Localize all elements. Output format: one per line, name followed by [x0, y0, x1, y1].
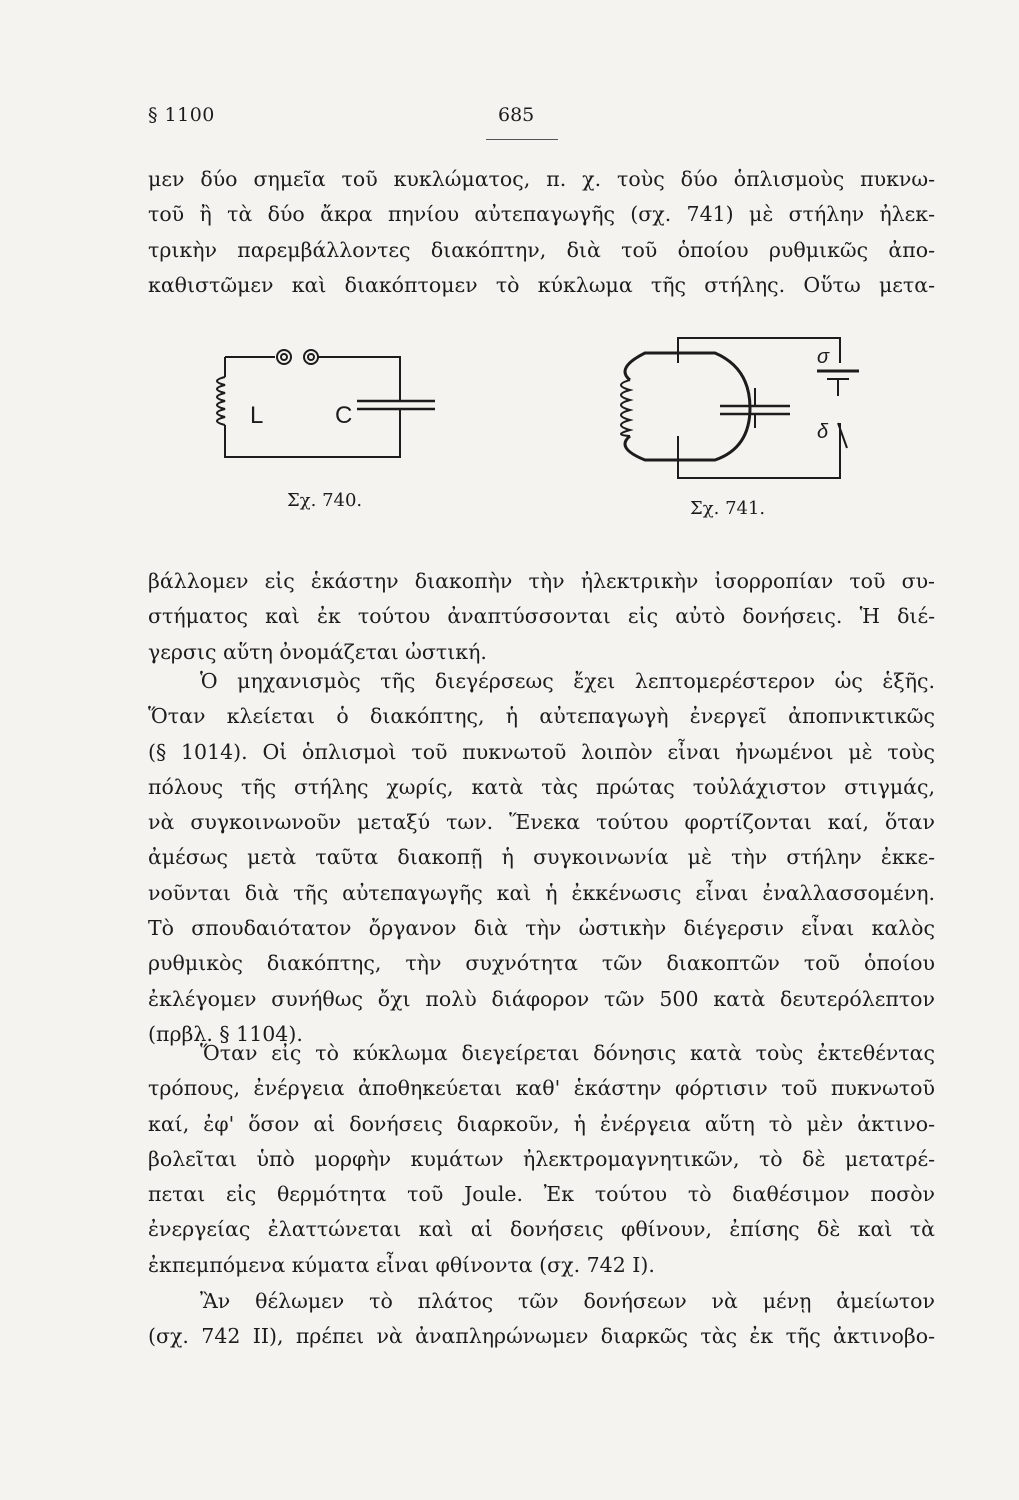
text-line: καθιστῶμεν καὶ διακόπτομεν τὸ κύκλωμα τῆς στήλης. Οὕτω μετα- — [148, 272, 935, 297]
text-line: Ὅταν κλείεται ὁ διακόπτης, ἡ αὐτεπαγωγὴ ἐνεργεῖ ἀποπνικτικῶς — [148, 704, 935, 729]
text-line: νὰ συγκοινωνοῦν μεταξύ των. Ἕνεκα τούτου φορτίζονται καί, ὅταν — [148, 810, 935, 835]
text-line: ἐκλέγομεν συνήθως ὄχι πολὺ διάφορον τῶν 500 κατὰ δευτερόλεπτον — [148, 986, 935, 1011]
spark-gap-ball-right — [304, 350, 318, 364]
text-line: (πρβλ. § 1104). — [148, 1021, 303, 1046]
text-line: τοῦ ἢ τὰ δύο ἄκρα πηνίου αὐτεπαγωγῆς (σχ. 741) μὲ στήλην ἠλεκ- — [148, 202, 935, 227]
paragraph — [148, 1284, 935, 1355]
text-line: τρόπους, ἐνέργεια ἀποθηκεύεται καθ' ἑκάστην φόρτισιν τοῦ πυκνωτοῦ — [148, 1076, 935, 1101]
capacitor-label: C — [335, 402, 353, 429]
switch-label: δ — [817, 421, 829, 443]
figure-740-oscillating-circuit — [195, 335, 455, 465]
page-number-rule — [486, 139, 558, 140]
coil-inductor — [217, 377, 225, 425]
text-line: (§ 1014). Οἱ ὁπλισμοὶ τοῦ πυκνωτοῦ λοιπὸν εἶναι ἠνωμένοι μὲ τοὺς — [148, 739, 935, 764]
coil-label: L — [250, 402, 264, 429]
text-line: στήματος καὶ ἐκ τούτου ἀναπτύσσονται εἰς αὐτὸ δονήσεις. Ἡ διέ- — [148, 604, 935, 629]
text-line: βολεῖται ὑπὸ μορφὴν κυμάτων ἠλεκτρομαγνητικῶν, τὸ δὲ μετατρέ- — [148, 1146, 935, 1171]
text-line: Ὁ μηχανισμὸς τῆς διεγέρσεως ἔχει λεπτομερέστερον ὡς ἑξῆς. — [200, 669, 935, 693]
text-line: Ὅταν εἰς τὸ κύκλωμα διεγείρεται δόνησις κατὰ τοὺς ἐκτεθέντας — [200, 1041, 935, 1065]
text-line: ἀμέσως μετὰ ταῦτα διακοπῇ ἡ συγκοινωνία μὲ τὴν στήλην ἐκκε- — [148, 845, 935, 870]
text-line: πεται εἰς θερμότητα τοῦ Joule. Ἐκ τούτου τὸ διαθέσιμον ποσὸν — [148, 1182, 935, 1207]
coil-inductor — [621, 380, 630, 436]
text-line: νοῦνται διὰ τῆς αὐτεπαγωγῆς καὶ ἡ ἐκκένωσις εἶναι ἐναλλασσομένη. — [148, 880, 935, 905]
text-line: μεν δύο σημεῖα τοῦ κυκλώματος, π. χ. τοὺς δύο ὁπλισμοὺς πυκνω- — [148, 167, 935, 191]
text-line: ἐκπεμπόμενα κύματα εἶναι φθίνοντα (σχ. 742 Ι). — [148, 1252, 655, 1277]
text-line: βάλλομεν εἰς ἑκάστην διακοπὴν τὴν ἠλεκτρικὴν ἰσορροπίαν τοῦ συ- — [148, 569, 935, 593]
paragraph — [148, 564, 935, 670]
text-line: Ἂν θέλωμεν τὸ πλάτος τῶν δονήσεων νὰ μένῃ ἀμείωτον — [200, 1289, 935, 1313]
battery-label: σ — [817, 346, 830, 368]
text-line: Τὸ σπουδαιότατον ὄργανον διὰ τὴν ὠστικὴν διέγερσιν εἶναι καλὸς — [148, 916, 935, 941]
figure-741-excitation-circuit — [585, 328, 875, 498]
figure-741-caption: Σχ. 741. — [690, 498, 766, 519]
text-line: (σχ. 742 ΙΙ), πρέπει νὰ ἀναπληρώνωμεν διαρκῶς τὰς ἐκ τῆς ἀκτινοβο- — [148, 1324, 935, 1349]
paragraph — [148, 664, 935, 1052]
text-line: γερσις αὕτη ὀνομάζεται ὠστική. — [148, 639, 487, 664]
figure-740-caption: Σχ. 740. — [287, 490, 363, 511]
page-number: 685 — [498, 104, 535, 126]
text-line: ἐνεργείας ἐλαττώνεται καὶ αἱ δονήσεις φθίνουν, ἐπίσης δὲ καὶ τὰ — [148, 1217, 935, 1242]
paragraph — [148, 1036, 935, 1283]
spark-gap-ball-left — [277, 350, 291, 364]
text-line: ρυθμικὸς διακόπτης, τὴν συχνότητα τῶν διακοπτῶν τοῦ ὁποίου — [148, 951, 935, 976]
section-reference: § 1100 — [148, 104, 215, 126]
intro-paragraph — [148, 162, 935, 303]
text-line: τρικὴν παρεμβάλλοντες διακόπτην, διὰ τοῦ ὁποίου ρυθμικῶς ἀπο- — [148, 237, 935, 262]
text-line: πόλους τῆς στήλης χωρίς, κατὰ τὰς πρώτας τοὐλάχιστον στιγμάς, — [148, 774, 935, 799]
text-line: καί, ἐφ' ὅσον αἱ δονήσεις διαρκοῦν, ἡ ἐνέργεια αὕτη τὸ μὲν ἀκτινο- — [148, 1111, 935, 1136]
